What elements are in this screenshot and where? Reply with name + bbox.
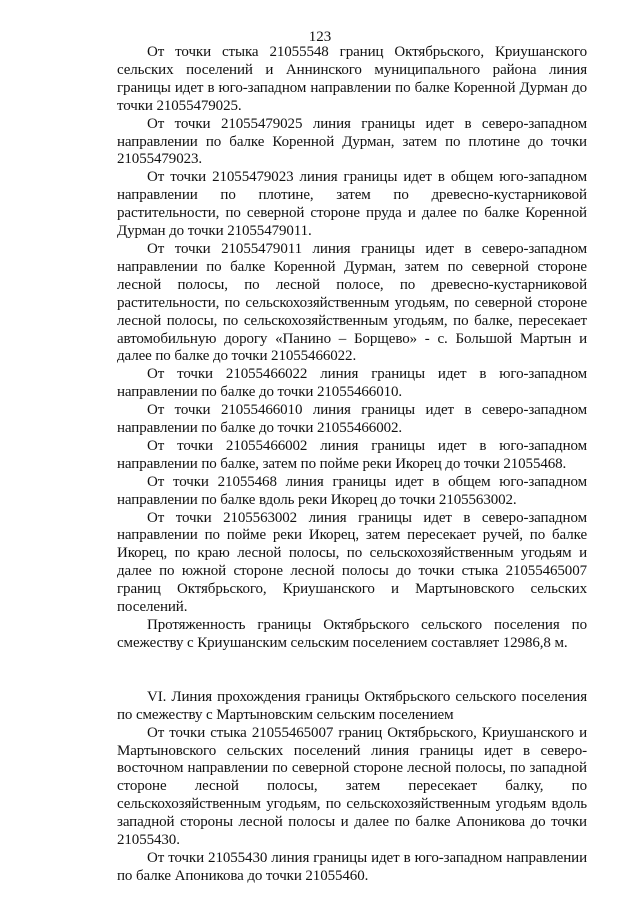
paragraph: От точки 2105563002 линия границы идет в северо-западном направлении по пойме реки Икорец, затем пересекает ручей, по балке Икорец, по краю лесной полосы, по сельскохозяйственным угодьям и далее по южной стороне лесной полосы до точки стыка 21055465007 границ Октябрьского, Криушанского и Мартыновского сельских поселений. bbox=[117, 509, 587, 616]
summary-paragraph: Протяженность границы Октябрьского сельского поселения по смежеству с Криушанским сельским поселением составляет 12986,8 м. bbox=[117, 617, 587, 651]
paragraph: От точки 21055466010 линия границы идет в северо-западном направлении по балке до точки 21055466002. bbox=[117, 402, 587, 437]
paragraph: От точки 21055479025 линия границы идет в северо-западном направлении по балке Коренной Дурман, затем по плотине до точки 21055479023. bbox=[117, 115, 587, 168]
paragraph: От точки 21055430 линия границы идет в юго-западном направлении по балке Апоникова до точки 21055460. bbox=[117, 849, 587, 884]
paragraph: От точки стыка 21055465007 границ Октябрьского, Криушанского и Мартыновского сельских поселений линия границы идет в северо-восточном направлении по северной стороне лесной полосы, по западной стороне лесной полосы, затем пересекает балку, по сельскохозяйственным угодьям, по сельскохозяйственным угодьям вдоль западной стороны лесной полосы и далее по балке Апоникова до точки 21055430. bbox=[117, 724, 587, 849]
paragraph: От точки 21055466002 линия границы идет в юго-западном направлении по балке, затем по пойме реки Икорец до точки 21055468. bbox=[117, 437, 587, 472]
page-number: 123 bbox=[308, 29, 332, 45]
document-body bbox=[117, 44, 587, 886]
paragraph: От точки 21055466022 линия границы идет в юго-западном направлении по балке до точки 21055466010. bbox=[117, 366, 587, 401]
paragraph: От точки стыка 21055548 границ Октябрьского, Криушанского сельских поселений и Аннинского муниципального района линия границы идет в юго-западном направлении по балке Коренной Дурман до точки 21055479025. bbox=[117, 44, 587, 114]
section-spacer bbox=[117, 653, 587, 689]
paragraph: От точки 21055468 линия границы идет в общем юго-западном направлении по балке вдоль реки Икорец до точки 2105563002. bbox=[117, 473, 587, 508]
section-heading: VI. Линия прохождения границы Октябрьского сельского поселения по смежеству с Мартыновским сельским поселением bbox=[117, 688, 587, 723]
paragraph: От точки 21055479011 линия границы идет в северо-западном направлении по балке Коренной Дурман, затем по северной стороне лесной полосы, по лесной полосе, по древесно-кустарниковой растительности, по сельскохозяйственным угодьям, по северной стороне лесной полосы, по сельскохозяйственным угодьям, по балке, пересекает автомобильную дорогу «Панино – Борщево» - с. Большой Мартын и далее по балке до точки 21055466022. bbox=[117, 240, 587, 365]
paragraph: От точки 21055479023 линия границы идет в общем юго-западном направлении по плотине, затем по древесно-кустарниковой растительности, по северной стороне пруда и далее по балке Коренной Дурман до точки 21055479011. bbox=[117, 169, 587, 240]
